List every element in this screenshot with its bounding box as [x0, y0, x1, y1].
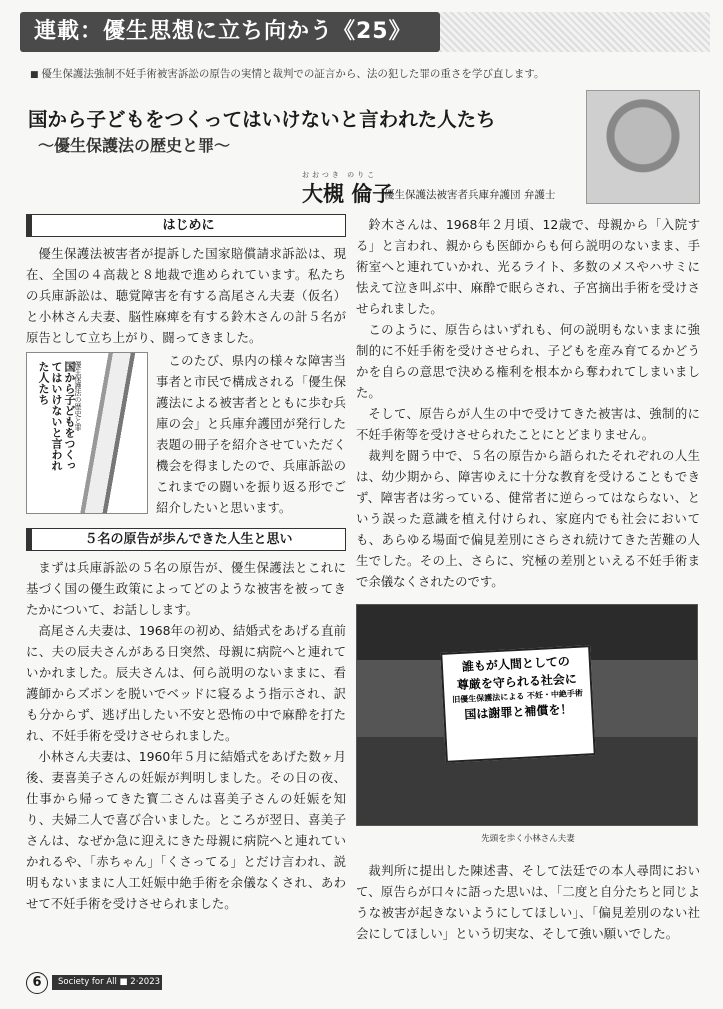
book-cover-title: 国から子どもをつくってはいけないと言われた人たち: [37, 361, 76, 471]
book-cover-subtitle: 優生保護法の歴史と罪: [74, 361, 82, 431]
banner-screentone: [440, 12, 710, 52]
paragraph: 高尾さん夫妻は、1968年の初め、結婚式をあげる直前に、夫の辰夫さんがある日突然、母親に病院へと連れていかれました。辰夫さんは、何ら説明のないままに、看護師からズボンを脱いでベッドに寝るよう指示され、訳も分からず、逃げ出したい不安と恐怖の中で麻酔を打たれ、不妊手術を受けさせられました。: [26, 623, 346, 743]
section-heading-plaintiffs: ５名の原告が歩んできた人生と思い: [26, 528, 346, 551]
series-banner: 連載：優生思想に立ち向かう《25》: [20, 12, 440, 52]
banner-text-line: 国は謝罪と補償を！: [464, 702, 573, 722]
author-role: 優生保護法被害者兵庫弁護団 弁護士: [384, 189, 556, 201]
banner-text-line: 尊厳を守られる社会に: [456, 671, 578, 693]
paragraph: まずは兵庫訴訟の５名の原告が、優生保護法とこれに基づく国の優生政策によってどのような被害を被ってきたかについて、お話しします。: [26, 560, 346, 617]
paragraph: そして、原告らが人生の中で受けてきた被害は、強制的に不妊手術等を受けさせられたことにとどまりません。: [356, 406, 700, 442]
paragraph: このように、原告らはいずれも、何の説明もないままに強制的に不妊手術を受けさせられ、子どもを産み育てるかどうかを自らの意思で決める権利を根本から奪われてしまいました。: [356, 322, 700, 400]
article-title: 国から子どもをつくってはいけないと言われた人たち: [28, 108, 496, 131]
banner-text-line: 旧優生保護法による 不妊・中絶手術: [452, 688, 584, 705]
book-feature: [26, 350, 346, 518]
series-description: ■ 優生保護法強制不妊手術被害訴訟の原告の実情と裁判での証言から、法の犯した罪の重さを学び直します。: [30, 66, 545, 81]
photo-caption: 先頭を歩く小林さん夫妻: [481, 834, 575, 844]
banner-text-line: 誰もが人間としての: [461, 654, 571, 674]
magazine-name: Society for All ■ 2·2023: [52, 975, 162, 990]
article-subtitle: 〜優生保護法の歴史と罪〜: [38, 136, 231, 155]
page-number: 6: [26, 972, 48, 994]
author-photo: [586, 90, 700, 204]
march-photo: [356, 604, 698, 826]
book-cover-image: [26, 352, 148, 514]
protest-banner: [440, 645, 596, 763]
paragraph: 裁判所に提出した陳述書、そして法廷での本人尋問において、原告らが口々に語った思いは、「二度と自分たちと同じような被害が起きないようにしてほしい」、「偏見差別のない社会にしてほしい」という切実な、そして強い願いでした。: [356, 863, 700, 941]
paragraph: 鈴木さんは、1968年２月頃、12歳で、母親から「入院する」と言われ、親からも医師からも何ら説明のないまま、手術室へと連れていかれ、光るライト、多数のメスやハサミに怯えて泣き叫ぶ中、麻酔で眠らされ、子宮摘出手術を受けさせられました。: [356, 217, 700, 316]
book-text: [156, 350, 346, 518]
author-name-ruby: おおつき のりこ: [302, 171, 378, 179]
paragraph: 優生保護法被害者が提訴した国家賠償請求訴訟は、現在、全国の４高裁と８地裁で進められています。私たちの兵庫訴訟は、聴覚障害を有する高尾さん夫妻（仮名）と小林さん夫妻、脳性麻痺を有する鈴木さんの計５名が原告として立ち上がり、闘ってきました。: [26, 246, 346, 345]
section-heading-intro: はじめに: [26, 214, 346, 237]
author-name: 大槻 倫子: [302, 182, 394, 206]
right-column: [356, 214, 700, 944]
paragraph: このたび、県内の様々な障害当事者と市民で構成される「優生保護法による被害者とともに歩む兵庫の会」と兵庫弁護団が発行した表題の冊子を紹介させていただく機会を得ましたので、兵庫訴訟のこれまでの闘いを振り返る形でご紹介したいと思います。: [156, 353, 346, 515]
left-column: [26, 214, 346, 914]
paragraph: 小林さん夫妻は、1960年５月に結婚式をあげた数ヶ月後、妻喜美子さんの妊娠が判明しました。その日の夜、仕事から帰ってきた寳二さんは喜美子さんの妊娠を知り、夫婦二人で喜び合いました。ところが翌日、喜美子さんは、なぜか急に迎えにきた母親に病院へと連れていかれるや、「赤ちゃん」「くさってる」とだけ言われ、説明もないままに人工妊娠中絶手術を余儀なくされ、あわせて不妊手術を受けさせられました。: [26, 749, 346, 911]
paragraph: 裁判を闘う中で、５名の原告から語られたそれぞれの人生は、幼少期から、障害ゆえに十分な教育を受けることもできず、障害者は劣っている、健常者に逆らってはならない、という誤った意識を植え付けられ、家庭内でも社会においても、あらゆる場面で偏見差別にさらされ続けてきた苦難の人生でした。その上、さらに、究極の差別といえる不妊手術まで余儀なくされたのです。: [356, 448, 700, 589]
